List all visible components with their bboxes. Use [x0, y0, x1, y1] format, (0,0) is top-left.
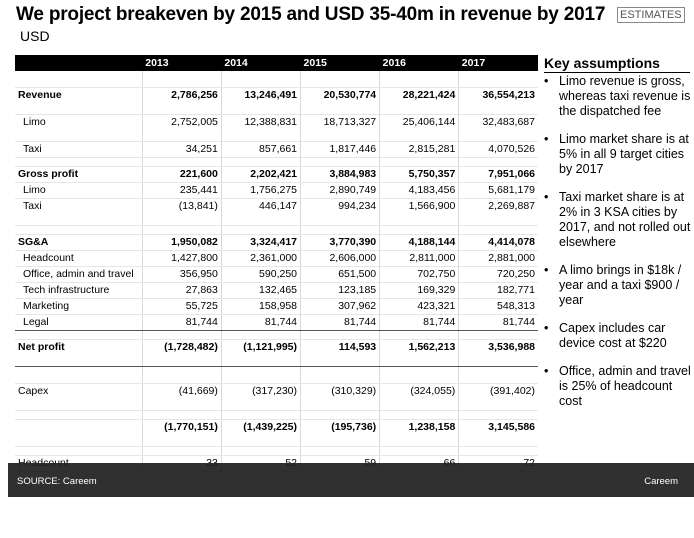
- cell: (317,230): [221, 384, 300, 411]
- cell: 3,324,417: [221, 235, 300, 251]
- cell: 123,185: [301, 283, 380, 299]
- spacer-row: [15, 71, 538, 88]
- cell: 25,406,144: [380, 115, 459, 142]
- cell: 4,183,456: [380, 183, 459, 199]
- header-blank: [15, 55, 142, 71]
- cell: 1,238,158: [380, 420, 459, 447]
- cell: 1,756,275: [221, 183, 300, 199]
- bullet-icon: •: [544, 364, 549, 378]
- cell: 2,269,887: [459, 199, 538, 226]
- cell: 994,234: [301, 199, 380, 226]
- table-row-sga: [15, 235, 538, 251]
- row-label: Headcount: [15, 251, 142, 267]
- cell: 182,771: [459, 283, 538, 299]
- cell: 2,606,000: [301, 251, 380, 267]
- assumption-text: A limo brings in $18k / year and a taxi $900 / year: [559, 263, 682, 307]
- cell: 81,744: [380, 315, 459, 331]
- row-label: Net profit: [15, 340, 142, 367]
- unit-label: USD: [20, 28, 50, 44]
- row-label: Revenue: [15, 88, 142, 115]
- cell: (1,770,151): [142, 420, 221, 447]
- table-row-legal: [15, 315, 538, 331]
- year-header-row: [15, 55, 538, 71]
- bullet-icon: •: [544, 132, 549, 146]
- year-header: 2014: [221, 55, 300, 71]
- spacer-row: [15, 158, 538, 167]
- spacer-row: [15, 331, 538, 340]
- assumption-item: [541, 74, 691, 119]
- bullet-icon: •: [544, 74, 549, 88]
- cell: (391,402): [459, 384, 538, 411]
- cell: 720,250: [459, 267, 538, 283]
- spacer-row: [15, 411, 538, 420]
- cell: 548,313: [459, 299, 538, 315]
- cell: 1,427,800: [142, 251, 221, 267]
- table-row-cash-flow: [15, 420, 538, 447]
- row-label: Gross profit: [15, 167, 142, 183]
- assumptions-title: Key assumptions: [544, 55, 690, 73]
- bullet-icon: •: [544, 190, 549, 204]
- cell: 55,725: [142, 299, 221, 315]
- row-label: Taxi: [15, 199, 142, 226]
- table-row-tech: [15, 283, 538, 299]
- footer-bar: [8, 463, 694, 497]
- row-label: Marketing: [15, 299, 142, 315]
- cell: 4,070,526: [459, 142, 538, 158]
- assumption-item: [541, 263, 691, 308]
- cell: 2,881,000: [459, 251, 538, 267]
- cell: 27,863: [142, 283, 221, 299]
- cell: 5,681,179: [459, 183, 538, 199]
- assumption-item: [541, 132, 691, 177]
- assumption-item: [541, 321, 691, 351]
- cell: 158,958: [221, 299, 300, 315]
- cell: 1,566,900: [380, 199, 459, 226]
- cell: 7,951,066: [459, 167, 538, 183]
- slide-title: We project breakeven by 2015 and USD 35-40m in revenue by 2017: [16, 4, 606, 25]
- table-row-gross-taxi: [15, 199, 538, 226]
- cell: 3,145,586: [459, 420, 538, 447]
- row-label: Taxi: [15, 142, 142, 158]
- spacer-row: [15, 367, 538, 384]
- cell: 2,890,749: [301, 183, 380, 199]
- cell: 169,329: [380, 283, 459, 299]
- row-label: Capex: [15, 384, 142, 411]
- cell: 590,250: [221, 267, 300, 283]
- cell: 81,744: [142, 315, 221, 331]
- cell: 2,361,000: [221, 251, 300, 267]
- row-label: Legal: [15, 315, 142, 331]
- cell: 1,817,446: [301, 142, 380, 158]
- row-label: SG&A: [15, 235, 142, 251]
- brand-name: Careem: [644, 476, 678, 487]
- table-row-headcount-cost: [15, 251, 538, 267]
- row-label: Limo: [15, 183, 142, 199]
- cell: 114,593: [301, 340, 380, 367]
- table-row-net-profit: [15, 340, 538, 367]
- assumptions-list: [541, 74, 691, 422]
- table-row-gross-profit: [15, 167, 538, 183]
- table-row-revenue-taxi: [15, 142, 538, 158]
- row-label: Office, admin and travel: [15, 267, 142, 283]
- cell: 307,962: [301, 299, 380, 315]
- cell: 2,786,256: [142, 88, 221, 115]
- estimates-badge: ESTIMATES: [617, 7, 685, 23]
- cell: 132,465: [221, 283, 300, 299]
- cell: 28,221,424: [380, 88, 459, 115]
- cell: (324,055): [380, 384, 459, 411]
- year-header: 2013: [142, 55, 221, 71]
- table-row-gross-limo: [15, 183, 538, 199]
- cell: 18,713,327: [301, 115, 380, 142]
- spacer-row: [15, 226, 538, 235]
- row-label: [15, 420, 142, 447]
- cell: (13,841): [142, 199, 221, 226]
- cell: 356,950: [142, 267, 221, 283]
- cell: (1,121,995): [221, 340, 300, 367]
- assumption-text: Capex includes car device cost at $220: [559, 321, 667, 350]
- cell: 857,661: [221, 142, 300, 158]
- bullet-icon: •: [544, 321, 549, 335]
- assumption-text: Office, admin and travel is 25% of headcount cost: [559, 364, 691, 408]
- assumption-text: Taxi market share is at 2% in 3 KSA cities by 2017, and not rolled out elsewhere: [559, 190, 691, 249]
- cell: 36,554,213: [459, 88, 538, 115]
- cell: 4,188,144: [380, 235, 459, 251]
- assumption-text: Limo revenue is gross, whereas taxi revenue is the dispatched fee: [559, 74, 691, 118]
- row-label: Limo: [15, 115, 142, 142]
- bullet-icon: •: [544, 263, 549, 277]
- cell: 2,202,421: [221, 167, 300, 183]
- cell: 2,811,000: [380, 251, 459, 267]
- cell: (41,669): [142, 384, 221, 411]
- cell: 2,815,281: [380, 142, 459, 158]
- source-note: SOURCE: Careem: [17, 476, 97, 487]
- cell: 32,483,687: [459, 115, 538, 142]
- assumption-text: Limo market share is at 5% in all 9 target cities by 2017: [559, 132, 689, 176]
- assumption-item: [541, 190, 691, 250]
- table-row-marketing: [15, 299, 538, 315]
- table-row-capex: [15, 384, 538, 411]
- cell: 20,530,774: [301, 88, 380, 115]
- cell: 81,744: [221, 315, 300, 331]
- cell: 34,251: [142, 142, 221, 158]
- row-label: Tech infrastructure: [15, 283, 142, 299]
- cell: (1,439,225): [221, 420, 300, 447]
- year-header: 2015: [301, 55, 380, 71]
- cell: 3,770,390: [301, 235, 380, 251]
- cell: (310,329): [301, 384, 380, 411]
- cell: 5,750,357: [380, 167, 459, 183]
- cell: 81,744: [301, 315, 380, 331]
- cell: 651,500: [301, 267, 380, 283]
- year-header: 2017: [459, 55, 538, 71]
- cell: 81,744: [459, 315, 538, 331]
- table-row-revenue-limo: [15, 115, 538, 142]
- cell: 221,600: [142, 167, 221, 183]
- table-row-revenue: [15, 88, 538, 115]
- year-header: 2016: [380, 55, 459, 71]
- table-row-office-admin: [15, 267, 538, 283]
- cell: 702,750: [380, 267, 459, 283]
- financial-table: [15, 55, 538, 472]
- cell: 446,147: [221, 199, 300, 226]
- cell: 13,246,491: [221, 88, 300, 115]
- cell: 3,884,983: [301, 167, 380, 183]
- cell: (195,736): [301, 420, 380, 447]
- cell: 12,388,831: [221, 115, 300, 142]
- cell: (1,728,482): [142, 340, 221, 367]
- cell: 1,562,213: [380, 340, 459, 367]
- cell: 1,950,082: [142, 235, 221, 251]
- spacer-row: [15, 447, 538, 456]
- cell: 3,536,988: [459, 340, 538, 367]
- cell: 423,321: [380, 299, 459, 315]
- assumption-item: [541, 364, 691, 409]
- cell: 2,752,005: [142, 115, 221, 142]
- cell: 4,414,078: [459, 235, 538, 251]
- cell: 235,441: [142, 183, 221, 199]
